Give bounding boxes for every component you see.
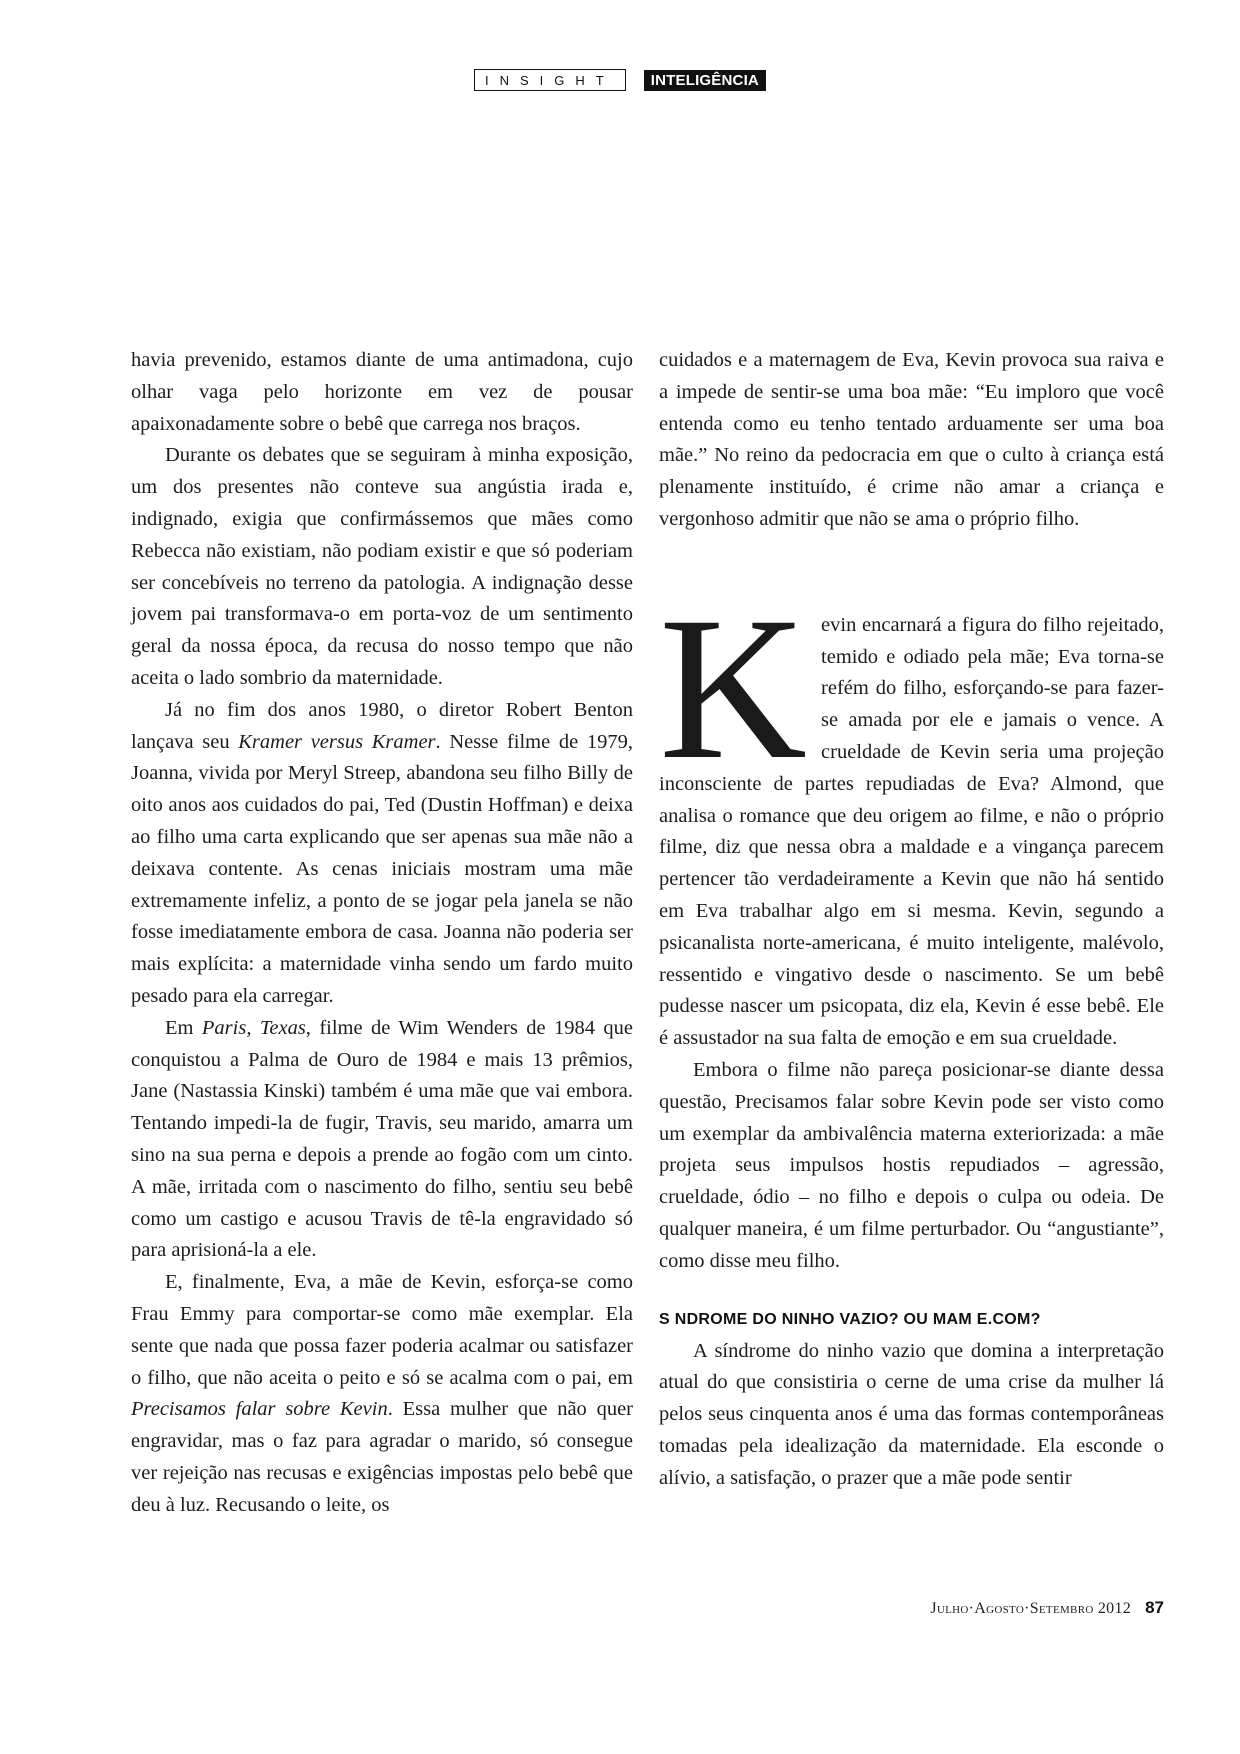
section-tag: INTELIGÊNCIA: [644, 70, 766, 91]
page-header: [0, 69, 1240, 91]
paragraph-text: . Nesse filme de 1979, Joanna, vivida por Meryl Streep, abandona seu filho Billy de oito anos aos cuidados do pai, Ted (Dustin Hoffman) e deixa ao filho uma carta explicando que ser apenas sua mãe não a deixava contente. As cenas iniciais mostram uma mãe extremamente infeliz, a ponto de se jogar pela janela se não fosse imediatamente embora de casa. Joanna não poderia ser mais explícita: a maternidade vinha sendo um fardo muito pesado para ela carregar.: [131, 730, 633, 1007]
page-number: 87: [1145, 1598, 1164, 1617]
paragraph: A síndrome do ninho vazio que domina a interpretação atual do que consistiria o cerne de uma crise da mulher lá pelos seus cinquenta anos é uma das formas contemporâneas tomadas pela idealização da maternidade. Ela esconde o alívio, a satisfação, o prazer que a mãe pode sentir: [659, 1339, 1164, 1489]
paragraph-text: evin encarnará a figura do filho rejeitado, temido e odiado pela mãe; Eva torna-se refém do filho, esforçando-se para fazer-se amada por ele e jamais o vence. A crueldade de Kevin seria uma projeção inconsciente de partes repudiadas de Eva? Almond, que analisa o romance que deu origem ao filme, e não o próprio filme, diz que nessa obra a maldade e a vingança parecem pertencer tão verdadeiramente a Kevin que não há sentido em Eva trabalhar algo em si mesma. Kevin, segundo a psicanalista norte-americana, é muito inteligente, malévolo, ressentido e vingativo desde o nascimento. Se um bebê pudesse nascer um psicopata, diz ela, Kevin é esse bebê. Ele é assustador na sua falta de emoção e em sua crueldade.: [659, 613, 1164, 1050]
paragraph: Durante os debates que se seguiram à minha exposição, um dos presentes não conteve sua angústia irada e, indignado, exigia que confirmássemos que mães como Rebecca não existiam, não podiam existir e que só poderiam ser concebíveis no terreno da patologia. A indignação desse jovem pai transformava-o em porta-voz de um sentimento geral da nossa época, da recusa do nosso tempo que não aceita o lado sombrio da maternidade.: [131, 444, 633, 689]
paragraph-text: , filme de Wim Wenders de 1984 que conquistou a Palma de Ouro de 1984 e mais 13 prêmios, Jane (Nastassia Kinski) também é uma mãe que vai embora. Tentando impedi-la de fugir, Travis, seu marido, amarra um sino na sua perna e depois a prende ao fogão com um cinto. A mãe, irritada com o nascimento do filho, sentiu seu bebê como um castigo e acusou Travis de tê-la engravidado só para aprisioná-la a ele.: [131, 1016, 633, 1262]
paragraph: [131, 1013, 633, 1267]
paragraph: havia prevenido, estamos diante de uma antimadona, cujo olhar vaga pelo horizonte em vez de pousar apaixonadamente sobre o bebê que carrega nos braços.: [131, 349, 633, 435]
issue-date: Julho·Agosto·Setembro 2012: [930, 1600, 1132, 1617]
paragraph-text: E, finalmente, Eva, a mãe de Kevin, esforça-se como Frau Emmy para comportar-se como mãe exemplar. Ela sente que nada que possa fazer poderia acalmar ou satisfazer o filho, que não aceita o peito e só se acalma com o pai, em: [131, 1271, 633, 1389]
film-title: Kramer versus Kramer: [238, 730, 436, 753]
section-heading: S NDROME DO NINHO VAZIO? OU MAM E.COM?: [659, 1310, 1041, 1328]
paragraph-text: Já no fim dos anos 1980, o diretor Robert Benton lançava seu: [131, 698, 633, 753]
page-footer: [930, 1598, 1164, 1618]
insight-tag: INSIGHT: [474, 69, 626, 91]
film-title: Precisamos falar sobre Kevin: [131, 1398, 388, 1421]
drop-cap: K: [659, 574, 808, 802]
right-column: [659, 345, 1164, 1495]
paragraph-text: . Essa mulher que não quer engravidar, mas o faz para agradar o marido, só consegue ver rejeição nas recusas e exigências impostas pelo bebê que deu à luz. Recusando o leite, os: [131, 1398, 633, 1516]
paragraph: [131, 1267, 633, 1521]
left-column: [131, 345, 633, 1521]
paragraph: Embora o filme não pareça posicionar-se diante dessa questão, Precisamos falar sobre Kevin pode ser visto como um exemplar da ambivalência materna exteriorizada: a mãe projeta seus impulsos hostis repudiados – agressão, crueldade, ódio – no filho e depois o culpa ou odeia. De qualquer maneira, é um filme perturbador. Ou “angustiante”, como disse meu filho.: [659, 1058, 1164, 1272]
paragraph-text: Em: [165, 1016, 202, 1039]
paragraph: [131, 695, 633, 1013]
dropcap-paragraph: [659, 574, 1164, 1055]
paragraph: cuidados e a maternagem de Eva, Kevin provoca sua raiva e a impede de sentir-se uma boa mãe: “Eu imploro que você entenda como eu tenho tentado arduamente ser uma boa mãe.” No reino da pedocracia em que o culto à criança está plenamente instituído, é crime não amar a criança e vergonhoso admitir que não se ama o próprio filho.: [659, 349, 1164, 530]
film-title: Paris, Texas: [201, 1016, 306, 1039]
